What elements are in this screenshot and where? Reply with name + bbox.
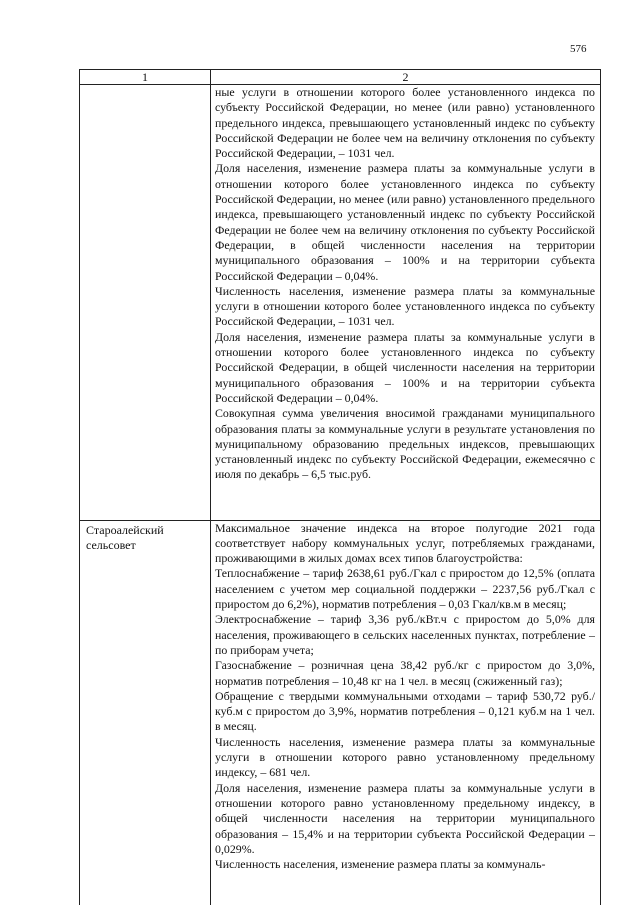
paragraph: Обращение с твердыми коммунальными отходами – тариф 530,72 руб./куб.м с приростом до 3,9%, норматив потребления – 0,121 куб.м на 1 чел. в месяц. (215, 688, 595, 734)
paragraph: Электроснабжение – тариф 3,36 руб./кВт.ч с приростом до 5,0% для населения, проживающего в сельских населенных пунктах, потребление – по приборам учета; (215, 612, 595, 657)
paragraph: Совокупная сумма увеличения вносимой гражданами муниципального образования платы за коммунальные услуги в результате установления по муниципальному образованию предельных индексов, превышающих установленный индекс по субъекту Российской Федерации, ежемесячно с июля по декабрь – 6,5 тыс.руб. (215, 406, 595, 482)
paragraph: Доля населения, изменение размера платы за коммунальные услуги в отношении которого равно установленному предельному индексу, в общей численности населения на территории муниципального образования – 15,4% и на территории субъекта Российской Федерации – 0,029%. (215, 780, 595, 856)
municipal-index-table (79, 69, 601, 905)
paragraph: Доля населения, изменение размера платы за коммунальные услуги в отношении которого более установленного индекса по субъекту Российской Федерации, но менее (или равно) установленного предельного индекса, превышающего установленный индекс по субъекту Российской Федерации не более чем на величину отклонения по субъекту Российской Федерации, в общей численности населения на территории муниципального образования – 100% и на территории субъекта Российской Федерации – 0,04%. (215, 161, 595, 283)
paragraph: Теплоснабжение – тариф 2638,61 руб./Гкал с приростом до 12,5% (оплата населением с учетом мер социальной поддержки – 2237,56 руб./Гкал с приростом до 6,2%), норматив потребления – 0,03 Гкал/кв.м в месяц; (215, 566, 595, 612)
paragraph: Газоснабжение – розничная цена 38,42 руб./кг с приростом до 3,0%, норматив потребления – 10,48 кг на 1 чел. в месяц (сжиженный газ); (215, 658, 595, 688)
description-cell (211, 85, 601, 521)
table-header-row (80, 70, 601, 85)
paragraph: Максимальное значение индекса на второе полугодие 2021 года соответствует набору коммунальных услуг, потребляемых гражданами, проживающими в жилых домах всех типов благоустройства: (215, 520, 595, 566)
description-cell (211, 520, 601, 905)
paragraph: ные услуги в отношении которого более установленного индекса по субъекту Российской Федерации, но менее (или равно) установленного предельного индекса, превышающего установленный индекс по субъекту Российской Федерации не более чем на величину отклонения по субъекту Российской Федерации, – 1031 чел. (215, 85, 595, 161)
table-row (80, 520, 601, 905)
paragraph: Численность населения, изменение размера платы за коммунальные услуги в отношении которого более установленного индекса по субъекту Российской Федерации, – 1031 чел. (215, 283, 595, 329)
page-number: 576 (570, 43, 587, 55)
paragraph: Численность населения, изменение размера платы за коммунальные услуги в отношении которого равно установленному предельному индексу, – 681 чел. (215, 734, 595, 780)
paragraph: Доля населения, изменение размера платы за коммунальные услуги в отношении которого более установленного индекса по субъекту Российской Федерации, в общей численности населения на территории муниципального образования – 100% и на территории субъекта Российской Федерации – 0,04%. (215, 329, 595, 405)
paragraph: Численность населения, изменение размера платы за коммуналь- (215, 857, 546, 872)
column-header-2: 2 (211, 70, 601, 85)
table-row (80, 85, 601, 521)
municipality-name-cell: Староалейский сельсовет (80, 520, 211, 905)
column-header-1: 1 (80, 70, 211, 85)
municipality-name-cell (80, 85, 211, 521)
